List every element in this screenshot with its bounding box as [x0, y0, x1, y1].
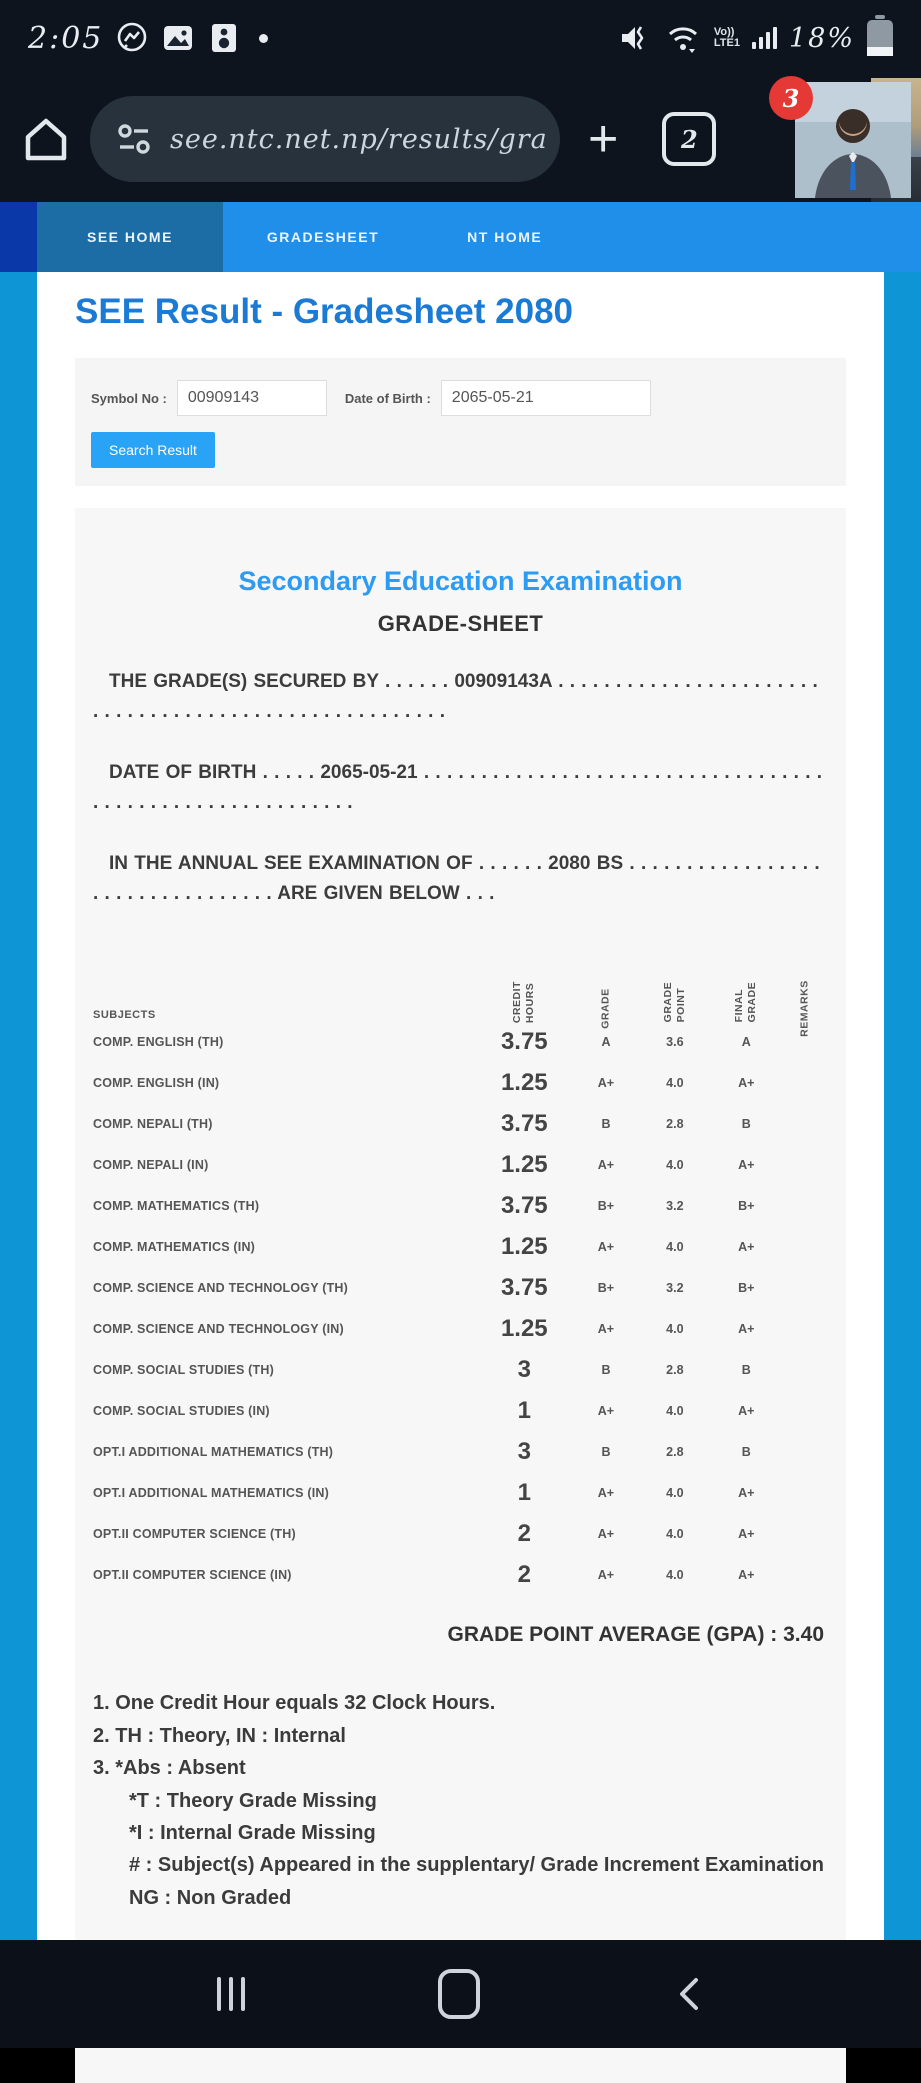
cell-credit-hours: 3	[517, 1437, 531, 1465]
cell-grade: B+	[597, 1280, 615, 1295]
cell-subject: COMP. MATHEMATICS (IN)	[93, 1239, 256, 1254]
cell-grade: A+	[597, 1567, 615, 1582]
page-left-strip	[0, 272, 37, 1940]
cell-remarks	[782, 1308, 828, 1349]
table-row	[93, 1185, 828, 1226]
nav-item-nt-home[interactable]: NT HOME	[467, 229, 543, 245]
cell-credit-hours: 1	[517, 1478, 531, 1506]
cell-grade-point: 4.0	[666, 1526, 684, 1541]
cell-grade: A	[601, 1034, 611, 1049]
cell-final-grade: B+	[738, 1198, 755, 1213]
gpa-line: GRADE POINT AVERAGE (GPA) : 3.40	[447, 1623, 824, 1647]
table-row	[93, 1062, 828, 1103]
cell-remarks	[782, 1103, 828, 1144]
clock: 2:05	[28, 20, 104, 56]
cell-grade-point: 2.8	[666, 1116, 684, 1131]
legend-line: 1. One Credit Hour equals 32 Clock Hours.	[93, 1692, 496, 1715]
site-nav	[0, 202, 921, 272]
table-row	[93, 1308, 828, 1349]
back-button[interactable]	[674, 1974, 704, 2014]
table-row	[93, 1431, 828, 1472]
table-row	[93, 1103, 828, 1144]
gradesheet-panel	[75, 508, 846, 2083]
cell-credit-hours: 3	[517, 1355, 531, 1383]
cell-subject: COMP. NEPALI (TH)	[93, 1116, 213, 1131]
table-row	[93, 1554, 828, 1595]
cell-credit-hours: 1.25	[500, 1068, 548, 1096]
cell-credit-hours: 3.75	[500, 1109, 548, 1137]
cell-final-grade: B	[741, 1362, 751, 1377]
cell-final-grade: B	[741, 1116, 751, 1131]
legend-block	[93, 1687, 828, 1914]
cell-grade: A+	[597, 1403, 615, 1418]
header-subjects: SUBJECTS	[93, 1009, 156, 1022]
symbol-input[interactable]	[177, 380, 327, 416]
header-final-grade: FINAL GRADE	[733, 982, 759, 1023]
cell-credit-hours: 3.75	[500, 1027, 548, 1055]
dob-input[interactable]	[441, 380, 651, 416]
table-row	[93, 1267, 828, 1308]
battery-icon	[867, 20, 893, 56]
cell-final-grade: A+	[738, 1485, 755, 1500]
cell-grade: A+	[597, 1321, 615, 1336]
table-row	[93, 1226, 828, 1267]
cell-credit-hours: 2	[517, 1519, 531, 1547]
cell-subject: OPT.II COMPUTER SCIENCE (TH)	[93, 1526, 296, 1541]
cell-grade-point: 4.0	[666, 1075, 684, 1090]
cell-grade-point: 4.0	[666, 1321, 684, 1336]
cell-remarks	[782, 1144, 828, 1185]
cell-credit-hours: 1.25	[500, 1232, 548, 1260]
web-page	[0, 272, 921, 1940]
cell-credit-hours: 3.75	[500, 1273, 548, 1301]
legend-line: 2. TH : Theory, IN : Internal	[93, 1724, 346, 1747]
exam-title: Secondary Education Examination	[238, 566, 683, 596]
cell-remarks	[782, 1554, 828, 1595]
cell-remarks	[782, 1431, 828, 1472]
tab-switcher-button[interactable]: 2	[662, 112, 716, 166]
cell-final-grade: A+	[738, 1567, 755, 1582]
cell-grade: A+	[597, 1157, 615, 1172]
cell-grade-point: 4.0	[666, 1157, 684, 1172]
cell-subject: COMP. SCIENCE AND TECHNOLOGY (TH)	[93, 1280, 348, 1295]
symbol-label: Symbol No :	[91, 390, 167, 406]
cell-grade-point: 3.2	[666, 1280, 684, 1295]
cell-grade-point: 3.6	[666, 1034, 684, 1049]
cell-grade-point: 2.8	[666, 1444, 684, 1459]
cell-grade-point: 4.0	[666, 1239, 684, 1254]
cell-remarks	[782, 1226, 828, 1267]
cell-remarks	[782, 1513, 828, 1554]
cell-subject: OPT.II COMPUTER SCIENCE (IN)	[93, 1567, 292, 1582]
cell-grade: B+	[597, 1198, 615, 1213]
cell-remarks	[782, 1349, 828, 1390]
table-row	[93, 1144, 828, 1185]
cell-subject: COMP. SOCIAL STUDIES (IN)	[93, 1403, 270, 1418]
cell-subject: COMP. MATHEMATICS (TH)	[93, 1198, 260, 1213]
home-icon[interactable]	[20, 113, 72, 165]
cell-final-grade: A+	[738, 1321, 755, 1336]
android-home-button[interactable]	[438, 1969, 480, 2019]
cell-credit-hours: 1.25	[500, 1150, 548, 1178]
legend-line: NG : Non Graded	[129, 1886, 292, 1909]
legend-line: *T : Theory Grade Missing	[129, 1789, 377, 1812]
page-right-strip	[884, 272, 921, 1940]
wifi-icon	[664, 22, 702, 54]
cell-remarks	[782, 1267, 828, 1308]
dob-line: DATE OF BIRTH . . . . . 2065-05-21 . . . . . . . . . . . . . . . . . . . . . . . . . . . . . . . . . . . . . . . . . . . . . . . . . . . . . . . . . .	[93, 761, 823, 814]
cell-grade-point: 4.0	[666, 1567, 684, 1582]
cell-final-grade: A+	[738, 1075, 755, 1090]
cell-subject: COMP. ENGLISH (IN)	[93, 1075, 220, 1090]
legend-line: *I : Internal Grade Missing	[129, 1821, 376, 1844]
cell-final-grade: B+	[738, 1280, 755, 1295]
grades-table	[93, 935, 828, 1595]
legend-line: 3. *Abs : Absent	[93, 1757, 246, 1780]
header-grade: GRADE	[599, 988, 612, 1029]
nav-item-see-home[interactable]: SEE HOME	[37, 202, 223, 272]
page-title: SEE Result - Gradesheet 2080	[75, 292, 573, 331]
grades-table-body	[93, 1021, 828, 1595]
cell-final-grade: A+	[738, 1526, 755, 1541]
cell-final-grade: A+	[738, 1403, 755, 1418]
gallery-icon	[161, 21, 195, 55]
messenger-icon	[115, 21, 149, 55]
cell-credit-hours: 1.25	[500, 1314, 548, 1342]
cell-credit-hours: 2	[517, 1560, 531, 1588]
cell-grade: A+	[597, 1526, 615, 1541]
app-notification-icon	[207, 21, 241, 55]
table-row	[93, 1349, 828, 1390]
cell-remarks	[782, 1390, 828, 1431]
table-row	[93, 1390, 828, 1431]
new-tab-button[interactable]: +	[588, 110, 619, 168]
cell-subject: COMP. ENGLISH (TH)	[93, 1034, 224, 1049]
cell-grade: B	[601, 1362, 611, 1377]
volte-label: Vo)) LTE1	[713, 26, 740, 49]
signal-bars-icon	[752, 27, 777, 49]
cell-remarks	[782, 1062, 828, 1103]
cell-final-grade: A+	[738, 1239, 755, 1254]
cell-subject: OPT.I ADDITIONAL MATHEMATICS (TH)	[93, 1444, 334, 1459]
cell-final-grade: B	[741, 1444, 751, 1459]
battery-percent: 18%	[788, 22, 855, 54]
mute-vibrate-icon	[618, 22, 652, 54]
cell-remarks	[782, 1185, 828, 1226]
cell-grade: A+	[597, 1075, 615, 1090]
cell-remarks	[782, 1472, 828, 1513]
cell-final-grade: A+	[738, 1157, 755, 1172]
url-bar[interactable]	[90, 96, 560, 182]
nav-edge-strip	[0, 202, 37, 272]
grades-table-header-row	[93, 935, 828, 1021]
cell-subject: COMP. SCIENCE AND TECHNOLOGY (IN)	[93, 1321, 344, 1336]
url-text: see.ntc.net.np/results/gra	[170, 123, 548, 155]
cell-subject: COMP. SOCIAL STUDIES (TH)	[93, 1362, 274, 1377]
cell-grade-point: 4.0	[666, 1403, 684, 1418]
cell-grade: A+	[597, 1485, 615, 1500]
header-credit-hours: CREDIT HOURS	[511, 981, 537, 1024]
cell-grade: B	[601, 1444, 611, 1459]
android-navigation-bar	[0, 1940, 921, 2048]
status-bar	[0, 0, 921, 76]
search-result-button[interactable]: Search Result	[91, 432, 215, 468]
cell-subject: COMP. NEPALI (IN)	[93, 1157, 209, 1172]
cell-subject: OPT.I ADDITIONAL MATHEMATICS (IN)	[93, 1485, 329, 1500]
secured-by-line: THE GRADE(S) SECURED BY . . . . . . 00909143A . . . . . . . . . . . . . . . . . . . . . . . . . . . . . . . . . . . . . . . . . . . . . . . . . . . . . .	[93, 671, 818, 723]
table-row	[93, 1513, 828, 1554]
search-form	[75, 358, 846, 486]
cell-credit-hours: 3.75	[500, 1191, 548, 1219]
more-notifications-dot	[259, 34, 268, 43]
sheet-title: GRADE-SHEET	[377, 611, 544, 636]
cell-grade: A+	[597, 1239, 615, 1254]
legend-line: # : Subject(s) Appeared in the supplentary/ Grade Increment Examination	[129, 1854, 824, 1877]
notification-badge: 3	[769, 76, 813, 120]
cell-final-grade: A	[741, 1034, 751, 1049]
tune-icon[interactable]	[114, 119, 154, 159]
header-grade-point: GRADE POINT	[661, 982, 687, 1023]
cell-grade-point: 2.8	[666, 1362, 684, 1377]
nav-item-gradesheet[interactable]: GRADESHEET	[266, 229, 380, 245]
cell-grade-point: 3.2	[666, 1198, 684, 1213]
recents-button[interactable]	[217, 1977, 245, 2011]
cell-credit-hours: 1	[517, 1396, 531, 1424]
dob-label: Date of Birth :	[344, 390, 431, 406]
table-row	[93, 1472, 828, 1513]
table-row	[93, 1021, 828, 1062]
cell-grade-point: 4.0	[666, 1485, 684, 1500]
header-remarks: REMARKS	[798, 980, 811, 1038]
cell-grade: B	[601, 1116, 611, 1131]
annual-line: IN THE ANNUAL SEE EXAMINATION OF . . . . . . 2080 BS . . . . . . . . . . . . . . . . . . . . . . . . . . . . . . . . . ARE GIVEN BELOW . . .	[93, 852, 820, 904]
